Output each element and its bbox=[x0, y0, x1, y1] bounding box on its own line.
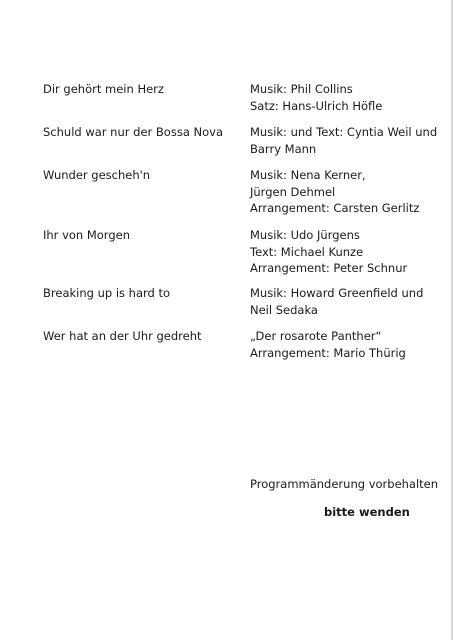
credit-line: Arrangement: Carsten Gerlitz bbox=[250, 201, 420, 215]
song-credits-6 bbox=[250, 328, 450, 361]
credit-line: Arrangement: Mario Thürig bbox=[250, 345, 406, 360]
song-credits-5 bbox=[250, 285, 450, 318]
credit-line: Musik: und Text: Cyntia Weil und bbox=[250, 125, 438, 139]
song-title-4: Ihr von Morgen bbox=[43, 228, 130, 242]
song-title-5: Breaking up is hard to bbox=[43, 286, 171, 300]
song-title-6: Wer hat an der Uhr gedreht bbox=[43, 329, 202, 343]
credit-line: Musik: Nena Kerner, bbox=[250, 168, 366, 182]
credit-line: „Der rosarote Panther“ bbox=[250, 329, 382, 343]
credit-line: Arrangement: Peter Schnur bbox=[250, 261, 408, 275]
song-title-1: Dir gehört mein Herz bbox=[43, 82, 164, 96]
song-title-2: Schuld war nur der Bossa Nova bbox=[43, 125, 224, 139]
credit-line: Jürgen Dehmel bbox=[250, 184, 336, 199]
program-change-note: Programmänderung vorbehalten bbox=[250, 477, 439, 491]
credit-line: Musik: Howard Greenfield und bbox=[250, 286, 424, 300]
credit-line: Barry Mann bbox=[250, 141, 317, 156]
credit-line: Satz: Hans-Ulrich Höfle bbox=[250, 98, 383, 113]
song-title-3: Wunder gescheh'n bbox=[43, 168, 151, 182]
credit-line: Musik: Phil Collins bbox=[250, 82, 353, 96]
song-credits-1 bbox=[250, 81, 450, 114]
credit-line: Musik: Udo Jürgens bbox=[250, 228, 360, 242]
song-credits-2 bbox=[250, 124, 450, 157]
turn-over-note: bitte wenden bbox=[324, 505, 410, 519]
credit-line: Text: Michael Kunze bbox=[250, 244, 364, 259]
credit-line: Neil Sedaka bbox=[250, 302, 318, 317]
song-credits-3 bbox=[250, 167, 450, 217]
song-credits-4 bbox=[250, 227, 450, 277]
